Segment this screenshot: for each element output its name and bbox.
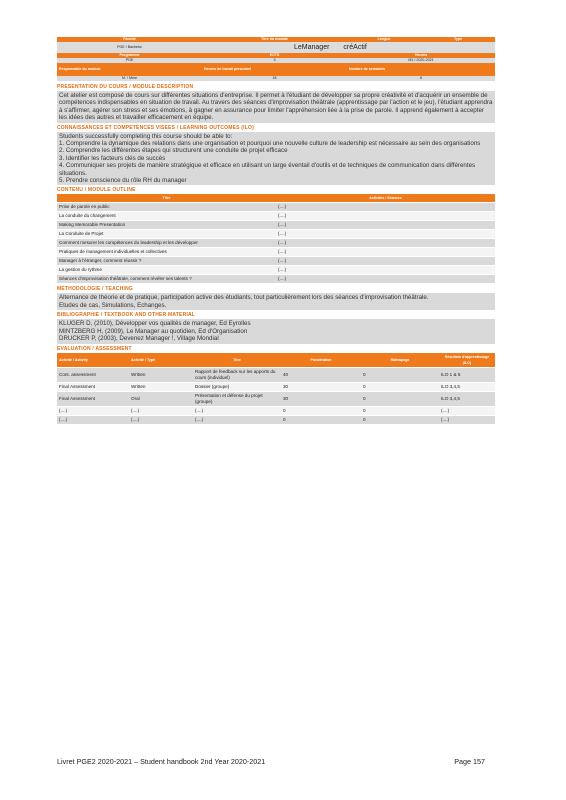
- outline-activity: (....): [276, 221, 495, 230]
- eval-rattrapage: 0: [361, 391, 439, 406]
- eval-ponderation: 0: [281, 415, 361, 424]
- responsable-value: M. / Mme: [122, 76, 137, 80]
- outcome-line: Students successfully completing this course should be able to:: [59, 132, 233, 140]
- semestre-value: M1 / 2020-2021: [408, 58, 434, 62]
- header-row-6: [57, 76, 495, 81]
- outline-row: [57, 266, 495, 275]
- outline-activity: (....): [276, 257, 495, 266]
- eval-titre: Rapport de feedback sur les apports du cours (individuel): [193, 367, 281, 382]
- header-row-2: [57, 42, 495, 53]
- eval-activity: Final Assessment: [57, 382, 129, 391]
- eval-ilo: (....): [439, 406, 495, 415]
- evaluation-row: [57, 382, 495, 391]
- evaluation-row: [57, 391, 495, 406]
- outcome-line: 4. Communiquer ses projets de manière stratégique et efficace en utilisant un large éventail d'outils et de techniques de communication dans différentes situations.: [59, 162, 476, 177]
- outline-topic: La gestion du rythme: [57, 266, 276, 275]
- evaluation-row: [57, 415, 495, 424]
- header-type: Type: [453, 37, 463, 41]
- evaluation-table: [57, 353, 495, 425]
- methodology-title: METHODOLOGIE / TEACHING: [57, 286, 133, 293]
- eval-header-ponderation: Pondération: [281, 353, 361, 368]
- header-responsable: Responsable du module: [59, 67, 101, 71]
- eval-titre: Présentation et défense du projet (groupe): [193, 391, 281, 406]
- learning-outcomes-title: CONNAISSANCES ET COMPETENCES VISEES / LEARNING OUTCOMES (ILO): [57, 124, 254, 131]
- outline-row: [57, 203, 495, 212]
- eval-rattrapage: 0: [361, 406, 439, 415]
- module-title-b: créActif: [343, 44, 367, 51]
- module-title-a: LeManager: [294, 44, 330, 51]
- bibliography-line: DRUCKER P, (2003), Devenez Manager !, Village Mondial: [59, 335, 219, 343]
- eval-rattrapage: 0: [361, 367, 439, 382]
- outline-row: [57, 248, 495, 257]
- outline-topic: Prise de parole en public: [57, 203, 276, 212]
- outline-activity: (....): [276, 203, 495, 212]
- eval-titre: (....): [193, 406, 281, 415]
- eval-ilo: ILO 1 & 5: [439, 367, 495, 382]
- header-faculte: Faculté: [123, 37, 136, 41]
- outline-activity: (....): [276, 266, 495, 275]
- outline-topic: Séances d'improvisation théâtrale, comment révéler ses talents ?: [57, 275, 276, 284]
- eval-rattrapage: 0: [361, 382, 439, 391]
- eval-header-ilo: Résultats d'apprentissage (ILO): [439, 353, 495, 368]
- header-titre: Titre du module: [261, 37, 288, 41]
- header-row-5: [57, 63, 495, 76]
- learning-outcomes-text: [57, 132, 495, 186]
- bibliography-line: KLUGER D, (2010), Développer vos qualités de manager, Ed Eyrolles: [59, 320, 251, 328]
- outline-activity: (....): [276, 239, 495, 248]
- evaluation-row: [57, 406, 495, 415]
- heures-value: 18: [272, 76, 277, 80]
- eval-header-activity: Activité / Activity: [57, 353, 129, 368]
- document-page: [57, 37, 495, 425]
- eval-type: (....): [129, 415, 193, 424]
- outline-header-activites: Activités / Séances: [276, 194, 495, 203]
- bibliography-line: MINTZBERG H, (2009), Le Manager au quotidien, Ed d'Organisation: [59, 327, 248, 335]
- module-title-value: [202, 42, 495, 53]
- outline-topic: Comment mesurer les compétences du leadership et les développer: [57, 239, 276, 248]
- outline-row: [57, 221, 495, 230]
- module-outline-table: [57, 194, 495, 284]
- semaines-value: 6: [420, 76, 422, 80]
- eval-header-type: Activité / Type: [129, 353, 193, 368]
- presentation-title: PRESENTATION DU COURS / MODULE DESCRIPTION: [57, 84, 194, 90]
- eval-activity: Final Assessment: [57, 391, 129, 406]
- programme-value: PGE: [125, 58, 134, 62]
- outline-activity: (....): [276, 248, 495, 257]
- outline-activity: (....): [276, 230, 495, 239]
- header-heures-cours: Heures de travail personnel: [204, 67, 252, 71]
- eval-header-titre: Titre: [193, 353, 281, 368]
- outline-header-titre: Titre: [57, 194, 276, 203]
- outline-topic: Manager à l'étranger, comment réussir ?: [57, 257, 276, 266]
- eval-type: Oral: [129, 391, 193, 406]
- eval-activity: Cont. assessment: [57, 367, 129, 382]
- outline-topic: La conduite du changement: [57, 212, 276, 221]
- outline-row: [57, 257, 495, 266]
- eval-activity: (....): [57, 415, 129, 424]
- page-number: Page 157: [454, 757, 485, 766]
- outcome-line: 1. Comprendre la dynamique des relations dans une organisation et pourquoi une nouvelle culture de leadership est nécessaire au sein des organisations: [59, 140, 481, 148]
- outline-topic: Pratiques de management individuelles et collectives: [57, 248, 276, 257]
- eval-ponderation: 40: [281, 367, 361, 382]
- eval-ponderation: 30: [281, 382, 361, 391]
- eval-header-rattrapage: Rattrapage: [361, 353, 439, 368]
- header-faculte-value: PGE / Bachelor: [117, 45, 142, 49]
- methodology-line: Alternance de théorie et de pratique, participation active des étudiants, tout particulièrement lors des séances d'improvisation théâtrale.: [59, 294, 429, 302]
- eval-type: Written: [129, 382, 193, 391]
- methodology-line: Etudes de cas, Simulations, Echanges.: [59, 301, 167, 309]
- header-ects: ECTS: [269, 53, 280, 57]
- header-semaines: Nombre de semaines: [349, 67, 386, 71]
- bibliography-text: [57, 319, 495, 343]
- outline-row: [57, 230, 495, 239]
- outline-topic: Making Memorable Presentation: [57, 221, 276, 230]
- outline-row: [57, 239, 495, 248]
- evaluation-row: [57, 367, 495, 382]
- outline-activity: (....): [276, 275, 495, 284]
- evaluation-header-row: [57, 353, 495, 368]
- outcome-line: 2. Comprendre les différentes étapes qui structurent une conduite de projet efficace: [59, 147, 288, 155]
- outcome-line: 5. Prendre conscience du rôle RH du manager: [59, 177, 187, 185]
- eval-type: Written: [129, 367, 193, 382]
- eval-titre: Dossier (groupe): [193, 382, 281, 391]
- header-langue: Langue: [377, 37, 391, 41]
- outline-row: [57, 275, 495, 284]
- eval-type: (....): [129, 406, 193, 415]
- eval-ponderation: 0: [281, 406, 361, 415]
- methodology-text: [57, 293, 495, 310]
- page-footer: [57, 757, 485, 766]
- eval-ilo: ILO 3,4,5: [439, 382, 495, 391]
- bibliography-title: BIBLIOGRAPHIE / TEXTBOOK AND OTHER MATERIAL: [57, 312, 196, 319]
- evaluation-title: EVALUATION / ASSESSMENT: [57, 345, 132, 352]
- outline-row: [57, 212, 495, 221]
- header-programme: Programme: [119, 53, 140, 57]
- eval-activity: (....): [57, 406, 129, 415]
- eval-ilo: (....): [439, 415, 495, 424]
- ects-value: 3: [273, 58, 276, 62]
- presentation-paragraph: Cet atelier est composé de cours sur différentes situations d'entreprise. Il permet à l'étudiant de développer sa propre créativité et d'acquérir un ensemble de compétences indispensables en situation de travail. Au travers des séances d'improvisation théâtrale (apprentissage par l'action et le jeu), l'étudiant apprendra à s'affirmer, agérer son stress et ses émotions, à gagner en assurance pour limiter l'appréhension liée à la prise de parole. Il apprend également à accepter les idées des autres et travailler efficacement en équipe.: [59, 92, 493, 122]
- footer-title: Livret PGE2 2020-2021 – Student handbook 2nd Year 2020-2021: [57, 757, 266, 766]
- module-outline-title: CONTENU / MODULE OUTLINE: [57, 187, 136, 194]
- eval-titre: (....): [193, 415, 281, 424]
- header-heures: Heures: [414, 53, 428, 57]
- presentation-text: [57, 91, 495, 123]
- outline-header-row: [57, 194, 495, 203]
- eval-ilo: ILO 3,4,5: [439, 391, 495, 406]
- outline-activity: (....): [276, 212, 495, 221]
- outcome-line: 3. Identifier les facteurs clés de succès: [59, 154, 166, 162]
- eval-rattrapage: 0: [361, 415, 439, 424]
- outline-topic: La Conduite de Projet: [57, 230, 276, 239]
- eval-ponderation: 30: [281, 391, 361, 406]
